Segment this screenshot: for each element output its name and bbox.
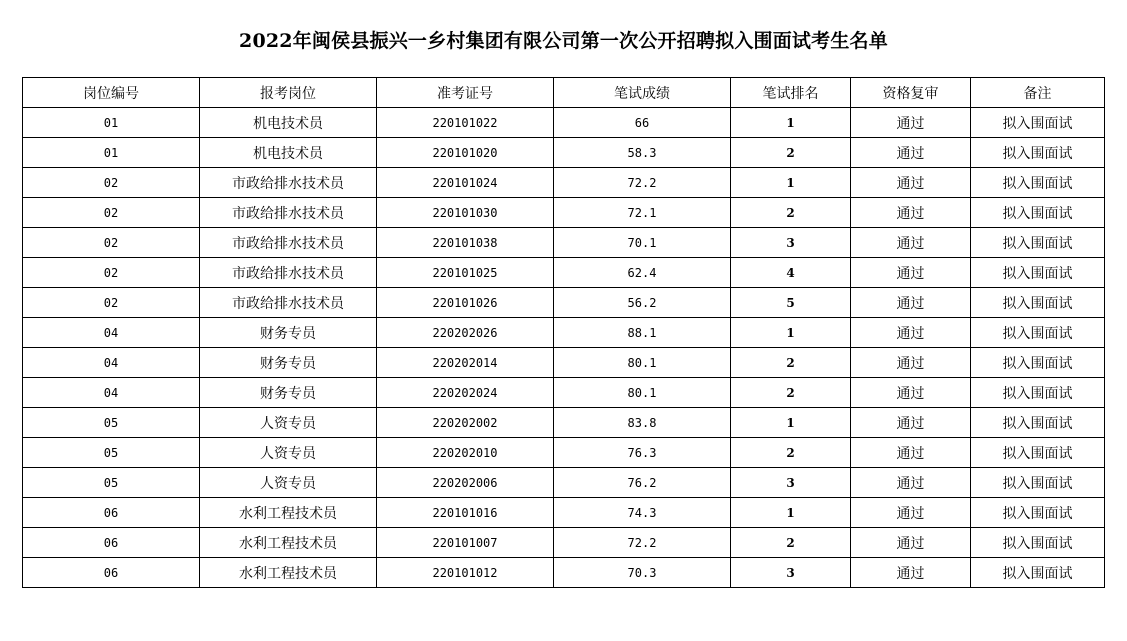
written-score-cell: 80.1 (554, 348, 731, 378)
written-score-cell: 72.2 (554, 528, 731, 558)
written-score-cell: 76.3 (554, 438, 731, 468)
ticket-number-cell: 220101016 (377, 498, 554, 528)
remarks-cell: 拟入围面试 (971, 498, 1105, 528)
header-remarks: 备注 (971, 78, 1105, 108)
ticket-number-cell: 220101038 (377, 228, 554, 258)
review-status-cell: 通过 (851, 558, 971, 588)
written-rank-cell: 3 (731, 468, 851, 498)
table-row (23, 348, 1105, 378)
written-score-cell: 56.2 (554, 288, 731, 318)
written-rank-cell: 2 (731, 138, 851, 168)
review-status-cell: 通过 (851, 408, 971, 438)
review-status-cell: 通过 (851, 378, 971, 408)
review-status-cell: 通过 (851, 108, 971, 138)
post-name-cell: 人资专员 (200, 438, 377, 468)
post-code-cell: 02 (23, 288, 200, 318)
ticket-number-cell: 220101026 (377, 288, 554, 318)
written-score-cell: 80.1 (554, 378, 731, 408)
review-status-cell: 通过 (851, 318, 971, 348)
ticket-number-cell: 220202024 (377, 378, 554, 408)
written-rank-cell: 2 (731, 348, 851, 378)
ticket-number-cell: 220101024 (377, 168, 554, 198)
candidate-table (22, 77, 1105, 588)
post-name-cell: 市政给排水技术员 (200, 168, 377, 198)
post-code-cell: 04 (23, 348, 200, 378)
written-rank-cell: 4 (731, 258, 851, 288)
post-name-cell: 财务专员 (200, 318, 377, 348)
written-rank-cell: 1 (731, 318, 851, 348)
written-rank-cell: 2 (731, 198, 851, 228)
written-rank-cell: 1 (731, 168, 851, 198)
header-post-code: 岗位编号 (23, 78, 200, 108)
written-rank-cell: 2 (731, 438, 851, 468)
post-code-cell: 02 (23, 228, 200, 258)
post-code-cell: 04 (23, 318, 200, 348)
table-row (23, 108, 1105, 138)
written-score-cell: 72.2 (554, 168, 731, 198)
written-score-cell: 70.1 (554, 228, 731, 258)
table-row (23, 438, 1105, 468)
review-status-cell: 通过 (851, 258, 971, 288)
remarks-cell: 拟入围面试 (971, 318, 1105, 348)
table-row (23, 378, 1105, 408)
post-name-cell: 市政给排水技术员 (200, 258, 377, 288)
table-row (23, 138, 1105, 168)
remarks-cell: 拟入围面试 (971, 138, 1105, 168)
review-status-cell: 通过 (851, 438, 971, 468)
post-code-cell: 02 (23, 168, 200, 198)
written-rank-cell: 1 (731, 108, 851, 138)
table-row (23, 558, 1105, 588)
post-code-cell: 06 (23, 558, 200, 588)
table-header-row (23, 78, 1105, 108)
remarks-cell: 拟入围面试 (971, 168, 1105, 198)
table-row (23, 288, 1105, 318)
review-status-cell: 通过 (851, 198, 971, 228)
written-score-cell: 72.1 (554, 198, 731, 228)
post-name-cell: 机电技术员 (200, 108, 377, 138)
table-row (23, 168, 1105, 198)
post-code-cell: 04 (23, 378, 200, 408)
review-status-cell: 通过 (851, 168, 971, 198)
remarks-cell: 拟入围面试 (971, 228, 1105, 258)
table-row (23, 198, 1105, 228)
document-title: 2022年闽侯县振兴一乡村集团有限公司第一次公开招聘拟入围面试考生名单 (239, 30, 888, 52)
written-score-cell: 74.3 (554, 498, 731, 528)
remarks-cell: 拟入围面试 (971, 378, 1105, 408)
review-status-cell: 通过 (851, 228, 971, 258)
written-rank-cell: 1 (731, 498, 851, 528)
written-score-cell: 58.3 (554, 138, 731, 168)
header-qualification-review: 资格复审 (851, 78, 971, 108)
post-code-cell: 05 (23, 468, 200, 498)
table-row (23, 318, 1105, 348)
post-name-cell: 财务专员 (200, 378, 377, 408)
written-rank-cell: 1 (731, 408, 851, 438)
ticket-number-cell: 220202006 (377, 468, 554, 498)
written-score-cell: 88.1 (554, 318, 731, 348)
post-code-cell: 05 (23, 438, 200, 468)
post-code-cell: 06 (23, 498, 200, 528)
review-status-cell: 通过 (851, 468, 971, 498)
ticket-number-cell: 220101012 (377, 558, 554, 588)
remarks-cell: 拟入围面试 (971, 288, 1105, 318)
remarks-cell: 拟入围面试 (971, 468, 1105, 498)
header-ticket-number: 准考证号 (377, 78, 554, 108)
remarks-cell: 拟入围面试 (971, 558, 1105, 588)
header-written-rank: 笔试排名 (731, 78, 851, 108)
written-score-cell: 76.2 (554, 468, 731, 498)
written-rank-cell: 2 (731, 528, 851, 558)
remarks-cell: 拟入围面试 (971, 408, 1105, 438)
written-rank-cell: 5 (731, 288, 851, 318)
remarks-cell: 拟入围面试 (971, 348, 1105, 378)
review-status-cell: 通过 (851, 348, 971, 378)
post-code-cell: 02 (23, 258, 200, 288)
post-name-cell: 机电技术员 (200, 138, 377, 168)
remarks-cell: 拟入围面试 (971, 198, 1105, 228)
ticket-number-cell: 220101025 (377, 258, 554, 288)
table-row (23, 228, 1105, 258)
written-score-cell: 83.8 (554, 408, 731, 438)
written-score-cell: 70.3 (554, 558, 731, 588)
post-name-cell: 水利工程技术员 (200, 528, 377, 558)
remarks-cell: 拟入围面试 (971, 108, 1105, 138)
ticket-number-cell: 220202026 (377, 318, 554, 348)
header-post-name: 报考岗位 (200, 78, 377, 108)
written-rank-cell: 3 (731, 558, 851, 588)
written-score-cell: 66 (554, 108, 731, 138)
review-status-cell: 通过 (851, 288, 971, 318)
post-name-cell: 市政给排水技术员 (200, 228, 377, 258)
post-name-cell: 水利工程技术员 (200, 498, 377, 528)
post-code-cell: 06 (23, 528, 200, 558)
written-rank-cell: 3 (731, 228, 851, 258)
remarks-cell: 拟入围面试 (971, 528, 1105, 558)
ticket-number-cell: 220202014 (377, 348, 554, 378)
ticket-number-cell: 220101007 (377, 528, 554, 558)
table-row (23, 468, 1105, 498)
post-name-cell: 市政给排水技术员 (200, 198, 377, 228)
review-status-cell: 通过 (851, 528, 971, 558)
table-row (23, 258, 1105, 288)
review-status-cell: 通过 (851, 138, 971, 168)
post-code-cell: 02 (23, 198, 200, 228)
post-code-cell: 05 (23, 408, 200, 438)
post-name-cell: 市政给排水技术员 (200, 288, 377, 318)
table-row (23, 498, 1105, 528)
remarks-cell: 拟入围面试 (971, 258, 1105, 288)
written-rank-cell: 2 (731, 378, 851, 408)
post-code-cell: 01 (23, 138, 200, 168)
ticket-number-cell: 220101022 (377, 108, 554, 138)
review-status-cell: 通过 (851, 498, 971, 528)
post-name-cell: 财务专员 (200, 348, 377, 378)
post-code-cell: 01 (23, 108, 200, 138)
written-score-cell: 62.4 (554, 258, 731, 288)
remarks-cell: 拟入围面试 (971, 438, 1105, 468)
table-row (23, 528, 1105, 558)
ticket-number-cell: 220101030 (377, 198, 554, 228)
ticket-number-cell: 220101020 (377, 138, 554, 168)
ticket-number-cell: 220202010 (377, 438, 554, 468)
header-written-score: 笔试成绩 (554, 78, 731, 108)
post-name-cell: 水利工程技术员 (200, 558, 377, 588)
ticket-number-cell: 220202002 (377, 408, 554, 438)
table-row (23, 408, 1105, 438)
post-name-cell: 人资专员 (200, 468, 377, 498)
post-name-cell: 人资专员 (200, 408, 377, 438)
